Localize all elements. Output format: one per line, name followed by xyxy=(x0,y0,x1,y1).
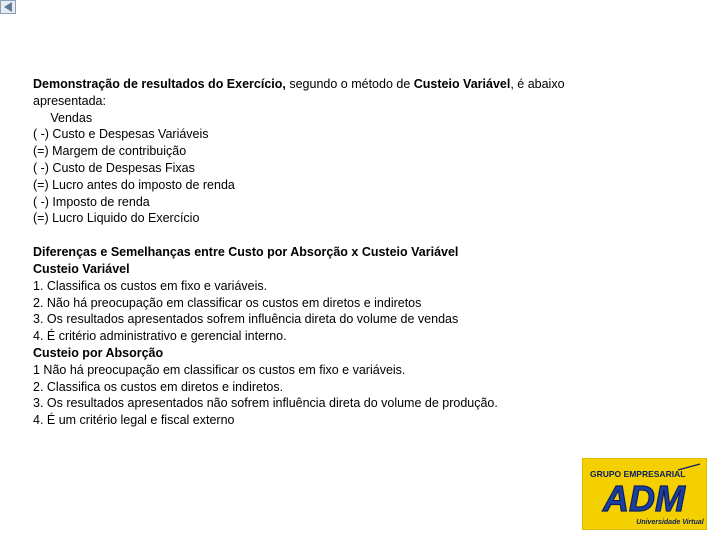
intro-bold-title: Demonstração de resultados do Exercício, xyxy=(33,77,286,91)
list-item: 1 Não há preocupação em classificar os custos em fixo e variáveis. xyxy=(33,362,406,377)
dre-line: (=) Lucro Liquido do Exercício xyxy=(33,211,200,226)
slide-content xyxy=(33,76,693,429)
logo-top-text: GRUPO EMPRESARIAL xyxy=(590,469,686,479)
list-item: 3. Os resultados apresentados sofrem influência direta do volume de vendas xyxy=(33,312,459,327)
list-item: 3. Os resultados apresentados não sofrem influência direta do volume de produção. xyxy=(33,396,498,411)
logo-bottom-text: Universidade Virtual xyxy=(636,519,704,526)
list-item: 4. É critério administrativo e gerencial interno. xyxy=(33,329,287,344)
custeio-variavel-title: Custeio Variável xyxy=(33,261,130,276)
logo-main-text: ADM xyxy=(603,478,685,519)
intro-text-end: , é abaixo xyxy=(510,77,565,91)
spacer xyxy=(33,227,693,244)
dre-line: ( -) Imposto de renda xyxy=(33,194,150,209)
dre-line: Vendas xyxy=(33,110,93,125)
adm-logo xyxy=(582,458,707,530)
back-arrow-icon[interactable] xyxy=(0,0,16,14)
intro-line-2: apresentada: xyxy=(33,93,106,108)
dre-line: (=) Margem de contribuição xyxy=(33,144,187,159)
list-item: 4. É um critério legal e fiscal externo xyxy=(33,413,235,428)
list-item: 1. Classifica os custos em fixo e variáveis. xyxy=(33,278,268,293)
intro-bold-method: Custeio Variável xyxy=(413,77,511,91)
intro-line xyxy=(33,76,693,93)
list-item: 2. Classifica os custos em diretos e indiretos. xyxy=(33,379,284,394)
custeio-absorcao-title: Custeio por Absorção xyxy=(33,345,164,360)
dre-line: (=) Lucro antes do imposto de renda xyxy=(33,177,235,192)
comparison-heading: Diferenças e Semelhanças entre Custo por Absorção x Custeio Variável xyxy=(33,245,459,260)
list-item: 2. Não há preocupação em classificar os custos em diretos e indiretos xyxy=(33,295,422,310)
intro-text: segundo o método de xyxy=(285,77,414,91)
dre-line: ( -) Custo e Despesas Variáveis xyxy=(33,127,209,142)
dre-line: ( -) Custo de Despesas Fixas xyxy=(33,160,195,175)
